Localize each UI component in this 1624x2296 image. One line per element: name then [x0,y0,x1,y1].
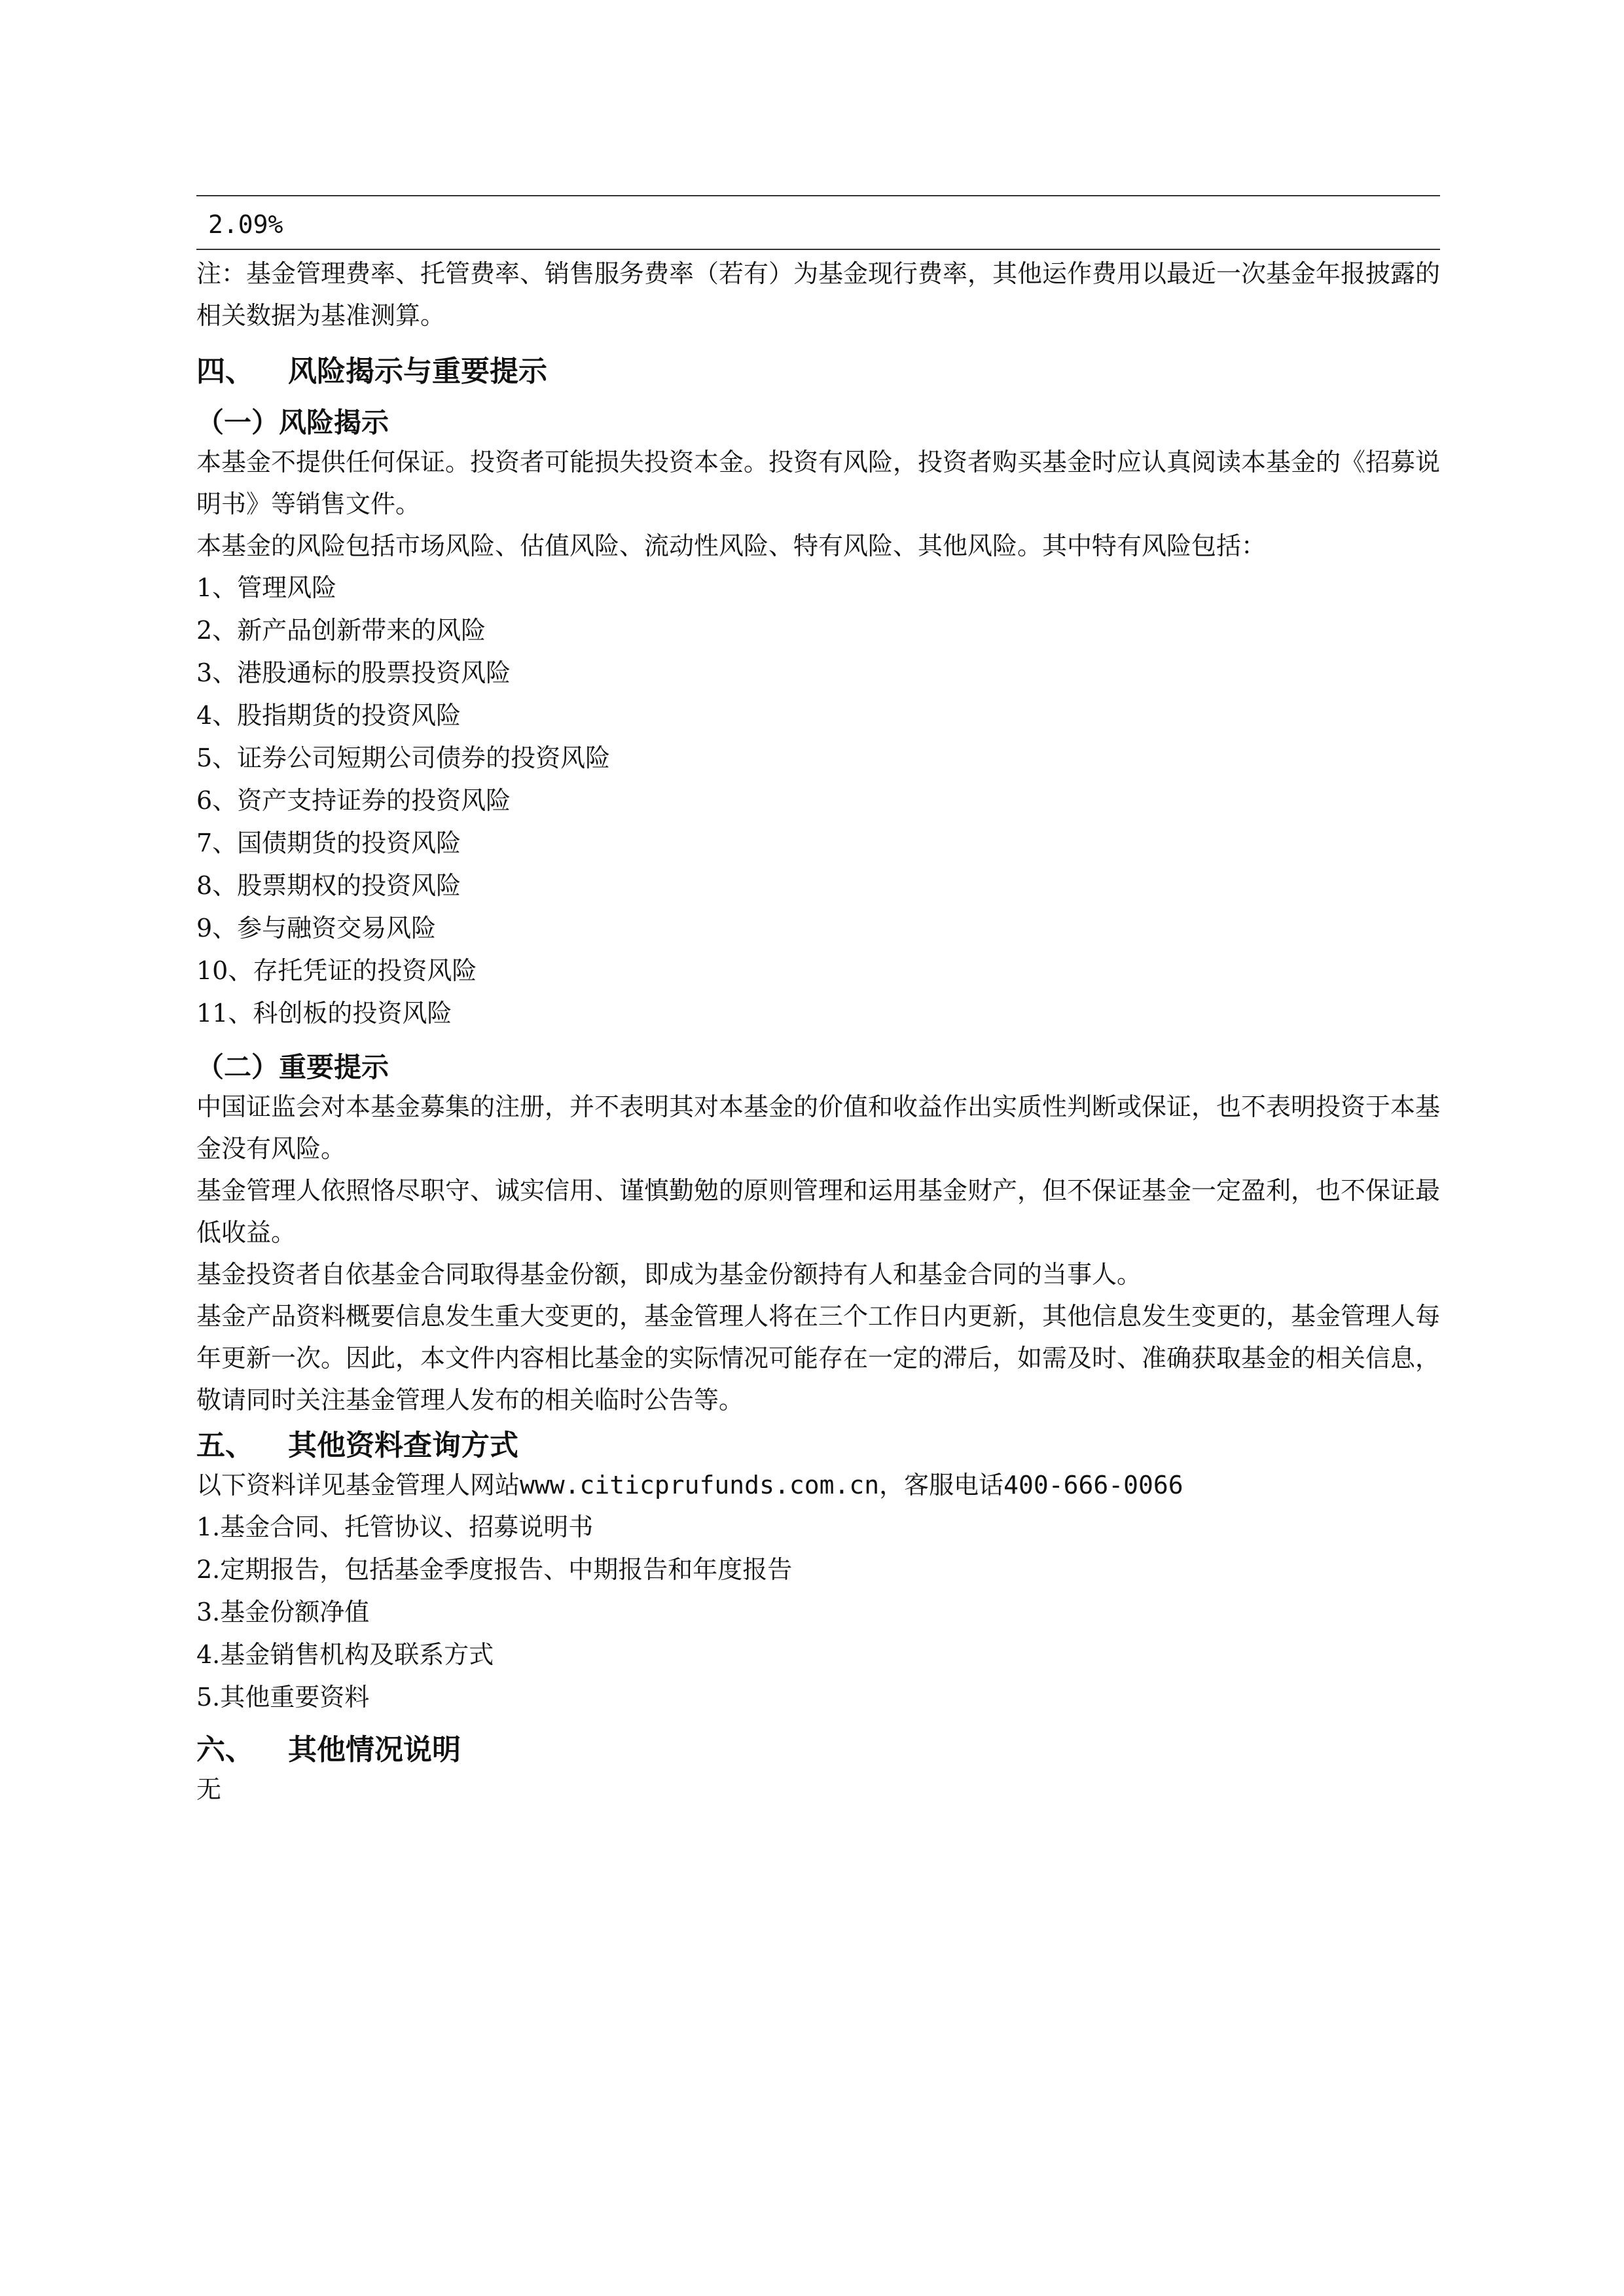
section-6-heading [196,1732,1440,1768]
risk-item: 6、资产支持证券的投资风险 [196,786,511,815]
section-6-number: 六、 [196,1733,254,1767]
risk-item: 11、科创板的投资风险 [196,999,452,1028]
service-phone: 400-666-0066 [1003,1471,1183,1499]
website-link[interactable]: www.citicprufunds.com.cn [520,1471,880,1499]
risk-item: 8、股票期权的投资风险 [196,871,461,900]
fee-note: 注：基金管理费率、托管费率、销售服务费率（若有）为基金现行费率，其他运作费用以最近一次基金年报披露的相关数据为基准测算。 [196,259,1441,330]
risk-item: 4、股指期货的投资风险 [196,701,461,730]
notice-paragraph: 基金产品资料概要信息发生重大变更的，基金管理人将在三个工作日内更新，其他信息发生变更的，基金管理人每年更新一次。因此，本文件内容相比基金的实际情况可能存在一定的滞后，如需及时、准确获取基金的相关信息，敬请同时关注基金管理人发布的相关临时公告等。 [196,1302,1441,1414]
risk-item: 3、港股通标的股票投资风险 [196,658,511,687]
risk-item: 1、管理风险 [196,573,337,602]
info-item: 2.定期报告，包括基金季度报告、中期报告和年度报告 [196,1555,793,1584]
important-notice-heading: （二）重要提示 [196,1051,389,1083]
risk-item: 10、存托凭证的投资风险 [196,956,477,985]
notice-paragraph: 中国证监会对本基金募集的注册，并不表明其对本基金的价值和收益作出实质性判断或保证，也不表明投资于本基金没有风险。 [196,1092,1441,1163]
total-fee-rate: 2.09% [208,210,283,239]
notice-paragraph: 基金投资者自依基金合同取得基金份额，即成为基金份额持有人和基金合同的当事人。 [196,1260,1142,1289]
info-item: 3.基金份额净值 [196,1598,370,1626]
info-item: 5.其他重要资料 [196,1683,370,1712]
info-item: 4.基金销售机构及联系方式 [196,1640,494,1669]
table-bottom-border [196,249,1440,250]
intro-prefix: 以下资料详见基金管理人网站 [196,1471,520,1499]
risk-disclosure-heading: （一）风险揭示 [196,406,389,439]
section-4-title: 风险揭示与重要提示 [288,355,547,388]
info-query-intro [196,1464,1440,1506]
table-top-border [196,195,1440,196]
intro-middle: ，客服电话 [879,1471,1004,1499]
risk-item: 7、国债期货的投资风险 [196,829,461,857]
section-4-number: 四、 [196,355,254,388]
info-item: 1.基金合同、托管协议、招募说明书 [196,1513,594,1541]
section-6-body: 无 [196,1775,222,1804]
document-body [196,253,1440,1810]
section-5-title: 其他资料查询方式 [288,1429,518,1462]
section-4-heading [196,353,1440,390]
risk-paragraph: 本基金的风险包括市场风险、估值风险、流动性风险、特有风险、其他风险。其中特有风险包括： [196,531,1267,560]
risk-item: 9、参与融资交易风险 [196,914,437,942]
document-page [196,0,1440,2296]
risk-paragraph: 本基金不提供任何保证。投资者可能损失投资本金。投资有风险，投资者购买基金时应认真阅读本基金的《招募说明书》等销售文件。 [196,448,1441,518]
section-5-number: 五、 [196,1429,254,1462]
risk-item: 5、证券公司短期公司债券的投资风险 [196,744,611,772]
section-5-heading [196,1427,1440,1464]
section-6-title: 其他情况说明 [288,1733,461,1767]
notice-paragraph: 基金管理人依照恪尽职守、诚实信用、谨慎勤勉的原则管理和运用基金财产，但不保证基金一定盈利，也不保证最低收益。 [196,1176,1441,1247]
risk-item: 2、新产品创新带来的风险 [196,616,486,645]
